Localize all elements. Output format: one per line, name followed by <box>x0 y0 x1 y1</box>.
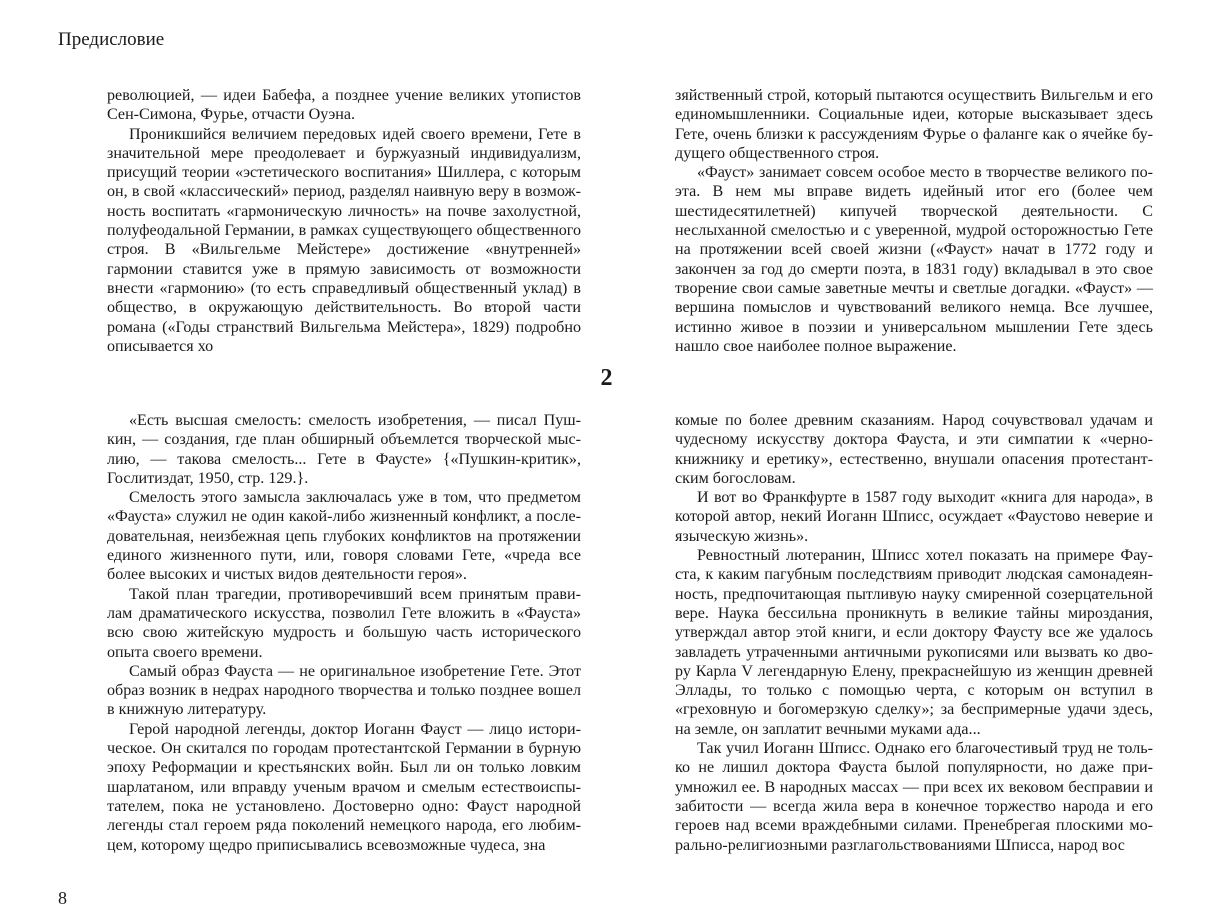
paragraph: Герой народной легенды, доктор Иоганн Фауст — лицо историческое. Он скитался по городам протестантской Германии в бурную эпоху Реформации и крестьянских войн. Был ли он только ловким шарлатаном, или вправду ученым врачом и смелым естествоиспытателем, пока не установлено. Достоверно одно: Фауст народной легенды стал героем ряда поколений немецкого народа, его любимцем, которому щедро приписывались всевозможные чудеса, зна <box>107 720 581 854</box>
column-top-left <box>107 86 581 356</box>
paragraph: комые по более древним сказаниям. Народ сочувствовал удачам и чудесному искусству доктора Фауста, и эти симпатии к «чернокнижнику и еретику», естественно, внушали опасения протестантским богословам. <box>675 412 1153 487</box>
paragraph: И вот во Франкфурте в 1587 году выходит «книга для народа», в которой автор, некий Иоганн Шписс, осуждает «Фаустово неверие и языческую жизнь». <box>675 489 1153 545</box>
paragraph: Смелость этого замысла заключалась уже в том, что предметом «Фауста» служил не один какой-либо жизненный конфликт, а последовательная, неизбежная цепь глубоких конфликтов на протяжении единого жизненного пути, или, говоря словами Гете, «чреда все более высоких и чистых видов деятельности героя». <box>107 489 581 584</box>
paragraph: революцией, — идеи Бабефа, а позднее учение великих утопистов Сен-Симона, Фурье, отчасти Оуэна. <box>107 87 581 124</box>
paragraph: Так учил Иоганн Шписс. Однако его благочестивый труд не только не лишил доктора Фауста былой популярности, но даже приумножил ее. В народных массах — при всех их вековом бесправии и забитости — всегда жила вера в конечное торжество народа и его героев над всеми враждебными силами. Пренебрегая плоскими морально-религиозными разглагольствованиями Шписса, народ вос <box>675 740 1153 854</box>
running-head-title: Предисловие <box>58 29 165 50</box>
section-number: 2 <box>600 365 613 391</box>
paragraph: «Есть высшая смелость: смелость изобретения, — писал Пушкин, — создания, где план обширный объемлется творческой мыслию, — такова смелость... Гете в Фаусте» {«Пушкин-критик», Гослитиздат, 1950, стр. 129.}. <box>107 412 581 487</box>
paragraph: «Фауст» занимает совсем особое место в творчестве великого поэта. В нем мы вправе видеть идейный итог его (более чем шестидесятилетней) кипучей творческой деятельности. С неслыханной смелостью и с уверенной, мудрой осторожностью Гете на протяжении всей своей жизни («Фауст» начат в 1772 году и закончен за год до смерти поэта, в 1831 году) вкладывал в это свое творение свои самые заветные мечты и светлые догадки. «Фауст» — вершина помыслов и чувствований великого немца. Все лучшее, истинно живое в поэзии и универсальном мышлении Гете здесь нашло свое наиболее полное выражение. <box>675 164 1153 355</box>
paragraph: зяйственный строй, который пытаются осуществить Вильгельм и его единомышленники. Социальные идеи, которые высказывает здесь Гете, очень близки к рассуждениям Фурье о фаланге как о ячейке будущего общественного строя. <box>675 87 1153 162</box>
column-top-right <box>675 86 1153 356</box>
paragraph: Проникшийся величием передовых идей своего времени, Гете в значительной мере преодолевает и буржуазный индивидуализм, присущий теории «эстетического воспитания» Шиллера, с которым он, в свой «классический» период, разделял наивную веру в возможность воспитать «гармоническую личность» на почве захолустной, полуфеодальной Германии, в рамках существующего общественного строя. В «Вильгельме Мейстере» достижение «внутренней» гармонии ставится уже в прямую зависимость от возможности внести «гармонию» (то есть справедливый общественный уклад) в общество, в окружающую действительность. Во второй части романа («Годы странствий Вильгельма Мейстера», 1829) подробно описывается хо <box>107 125 581 355</box>
paragraph: Такой план трагедии, противоречивший всем принятым правилам драматического искусства, позволил Гете вложить в «Фауста» всю свою житейскую мудрость и большую часть исторического опыта своего времени. <box>107 585 581 661</box>
page-number: 8 <box>58 888 67 908</box>
paragraph: Ревностный лютеранин, Шписс хотел показать на примере Фауста, к каким пагубным последствиям приводит людская самонадеянность, предпочитающая пытливую науку смиренной созерцательной вере. Наука бессильна проникнуть в великие тайны мироздания, утверждал автор этой книги, и если доктору Фаусту все же удалось завладеть утраченными античными рукописями или вызвать ко двору Карла V легендарную Елену, прекраснейшую из женщин древней Эллады, то только с помощью черта, с которым он вступил в «греховную и богомерзкую сделку»; за беспримерные удачи здесь, на земле, он заплатит вечными муками ада... <box>675 547 1153 738</box>
column-bottom-right <box>675 411 1153 855</box>
paragraph: Самый образ Фауста — не оригинальное изобретение Гете. Этот образ возник в недрах народного творчества и только позднее вошел в книжную литературу. <box>107 662 581 719</box>
column-bottom-left <box>107 411 581 855</box>
